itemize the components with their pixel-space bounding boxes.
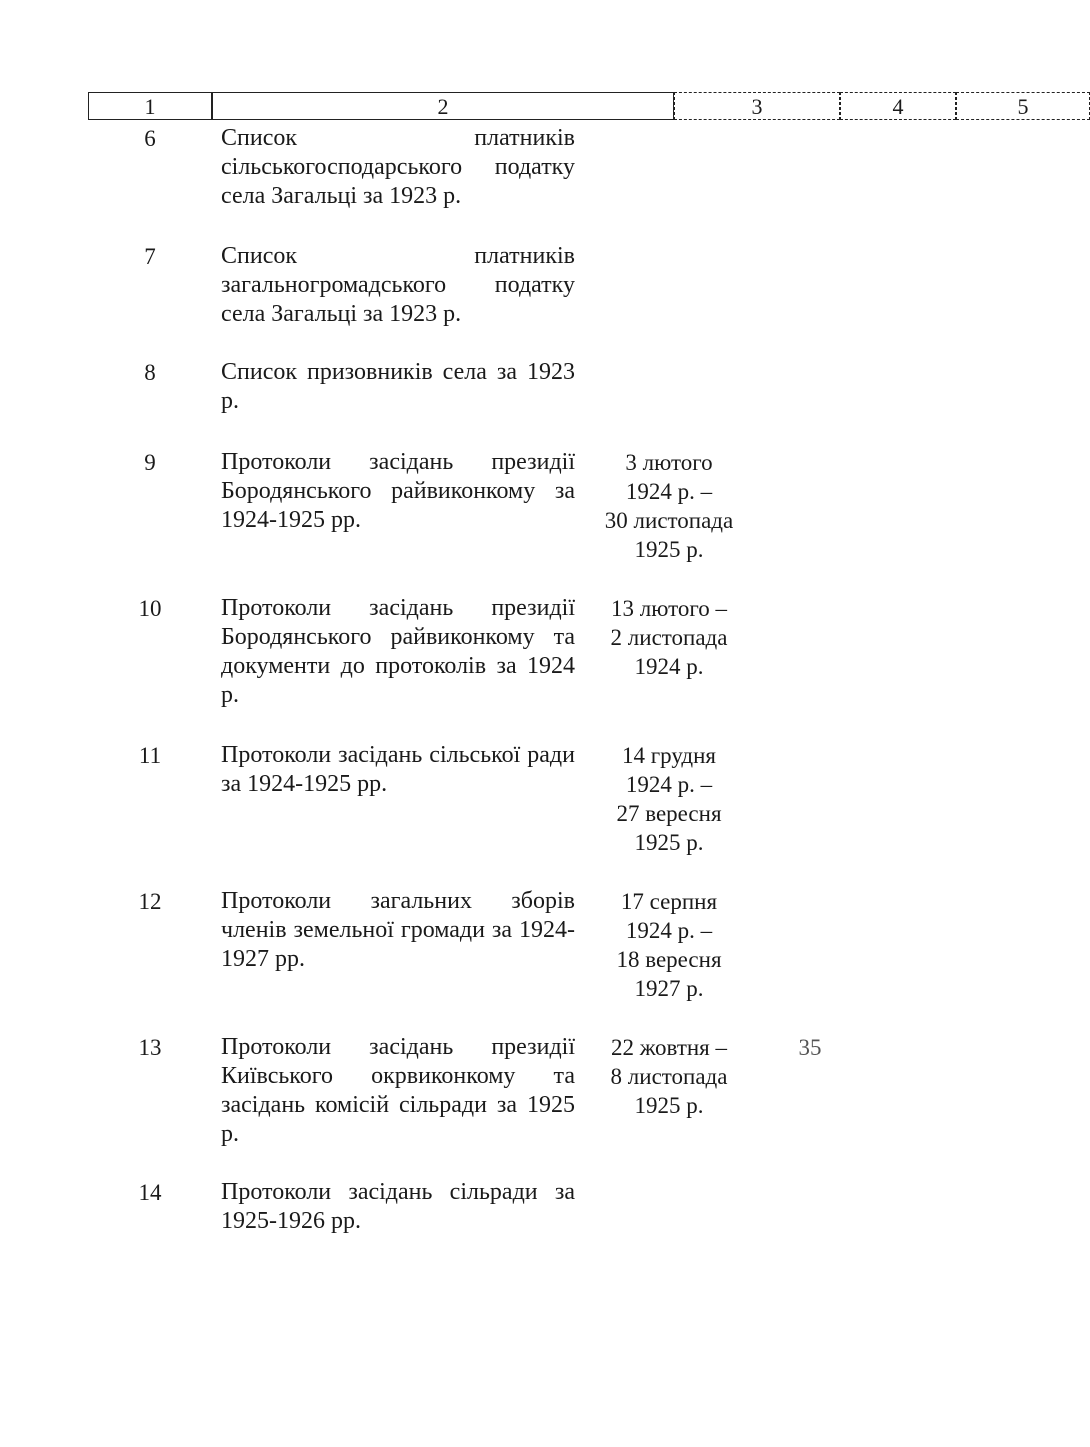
file-dates: 13 лютого – 2 листопада 1924 р. xyxy=(610,596,728,679)
file-title: Протоколи засідань президії Бородянського райвиконкому та документи до протоколів за 1924 р. xyxy=(221,595,575,708)
header-col-2: 2 xyxy=(212,92,674,120)
header-col-4: 4 xyxy=(840,92,956,120)
file-title: Список платників загальногромадського податку села Загальці за 1923 р. xyxy=(221,243,575,327)
file-title: Список призовників села за 1923 р. xyxy=(221,359,575,414)
row-number: 9 xyxy=(144,450,156,475)
header-col-1: 1 xyxy=(88,92,212,120)
file-title: Протоколи засідань сільради за 1925-1926 рр. xyxy=(221,1179,575,1234)
row-number: 10 xyxy=(138,596,162,621)
row-number: 13 xyxy=(138,1035,162,1060)
file-dates: 22 жовтня – 8 листопада 1925 р. xyxy=(610,1035,728,1118)
header-col-3: 3 xyxy=(674,92,840,120)
header-col-5: 5 xyxy=(956,92,1090,120)
row-number: 12 xyxy=(138,889,162,914)
file-dates: 14 грудня 1924 р. – 27 вересня 1925 р. xyxy=(616,743,722,855)
file-dates: 17 серпня 1924 р. – 18 вересня 1927 р. xyxy=(616,889,722,1001)
file-title: Протоколи засідань президії Бородянського райвиконкому за 1924-1925 рр. xyxy=(221,449,575,533)
file-title: Протоколи засідань сільської ради за 1924-1925 рр. xyxy=(221,742,575,797)
file-dates: 3 лютого 1924 р. – 30 листопада 1925 р. xyxy=(604,450,734,562)
file-title: Протоколи засідань президії Київського окрвиконкому та засідань комісій сільради за 1925 р. xyxy=(221,1034,575,1147)
row-number: 7 xyxy=(144,244,156,269)
row-number: 14 xyxy=(138,1180,162,1205)
file-title: Протоколи загальних зборів членів земельної громади за 1924-1927 рр. xyxy=(221,888,575,972)
row-number: 8 xyxy=(144,360,156,385)
column-number-header xyxy=(88,92,1029,122)
row-number: 6 xyxy=(144,126,156,151)
file-title: Список платників сільськогосподарського податку села Загальці за 1923 р. xyxy=(221,125,575,209)
row-number: 11 xyxy=(138,743,162,768)
file-sheets: 35 xyxy=(798,1035,822,1060)
